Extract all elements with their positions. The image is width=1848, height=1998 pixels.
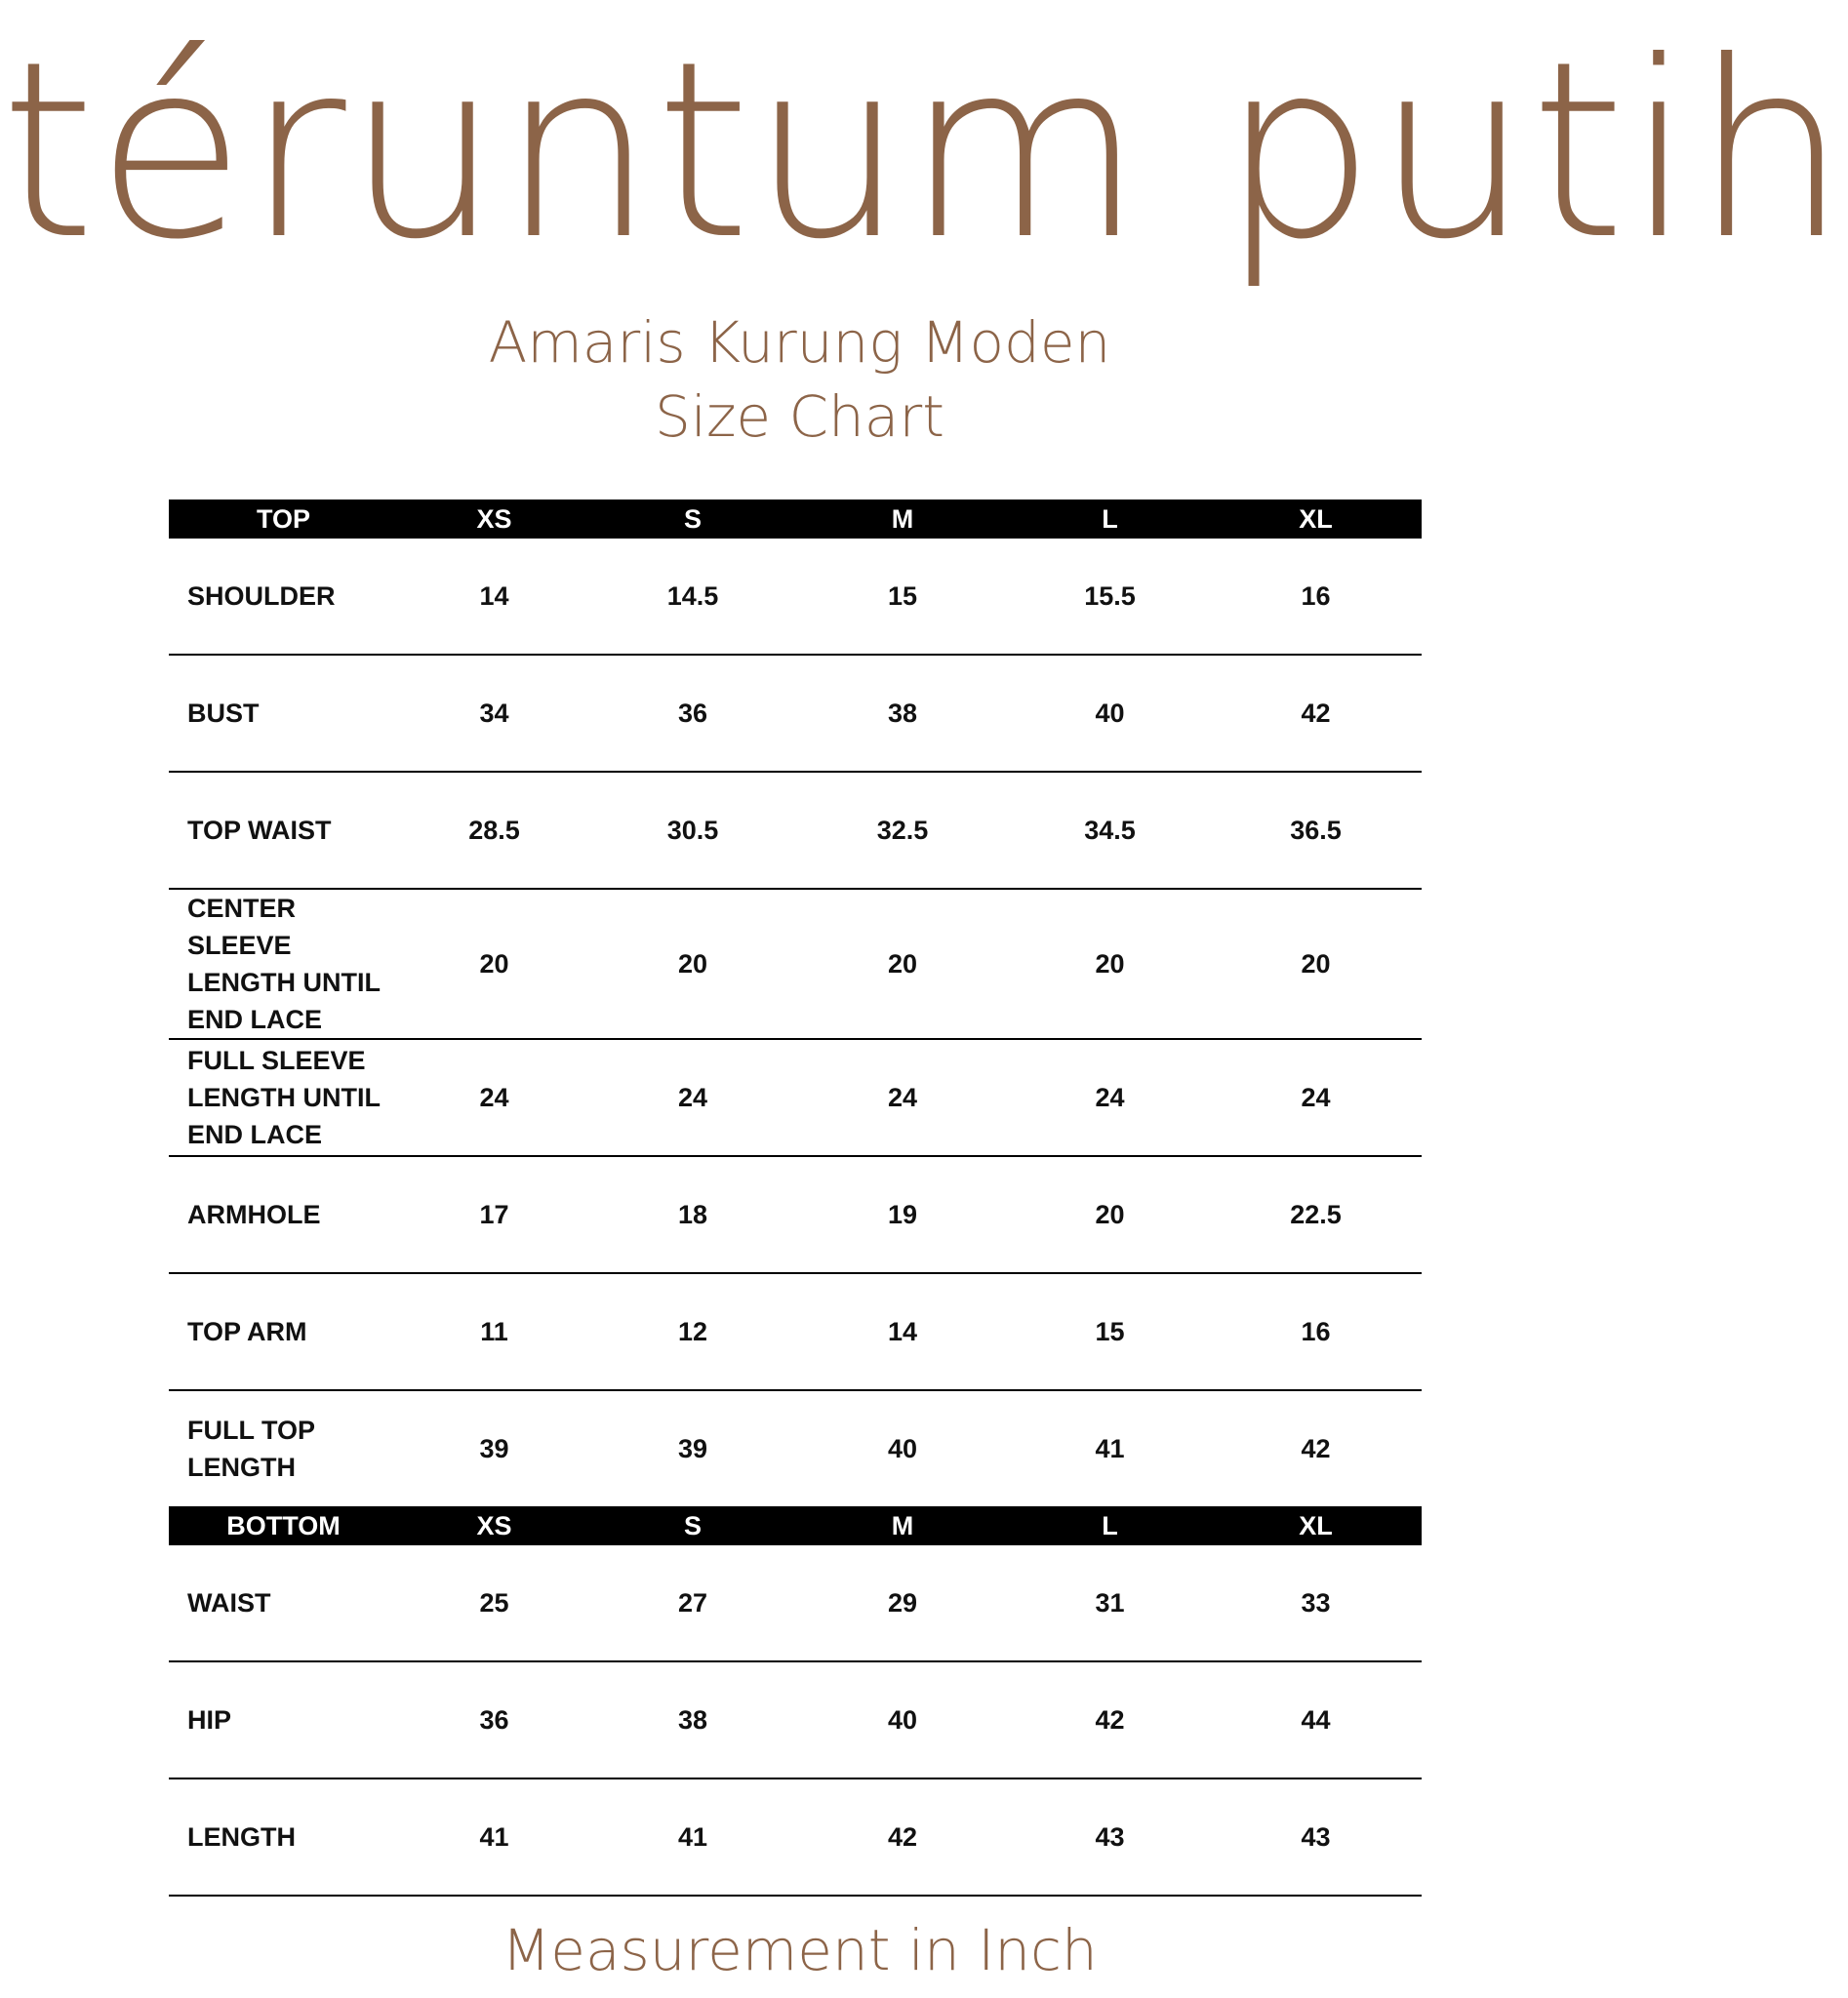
measurement-label: TOP ARM [169, 1273, 398, 1390]
bottom_table-section-label: BOTTOM [169, 1506, 398, 1545]
measurement-value: 43 [1010, 1778, 1210, 1896]
measurement-value: 16 [1210, 1273, 1422, 1390]
size-header-cell: XS [398, 500, 590, 539]
size-header-cell: M [795, 500, 1010, 539]
measurement-value: 22.5 [1210, 1156, 1422, 1273]
measurement-value: 24 [398, 1039, 590, 1156]
measurement-value: 40 [795, 1661, 1010, 1778]
measurement-value: 39 [677, 1433, 708, 1463]
table-row [169, 1661, 1422, 1778]
measurement-value: 41 [398, 1778, 590, 1896]
table-row [169, 1156, 1422, 1273]
table-row [169, 1390, 1422, 1506]
measurement-value: 42 [795, 1778, 1010, 1896]
table-row [169, 539, 1422, 655]
size-chart-table [169, 500, 1422, 1897]
measurement-value: 38 [795, 655, 1010, 772]
size-header-cell: XL [1210, 1506, 1422, 1545]
size-header-cell: S [590, 1506, 795, 1545]
measurement-label: SHOULDER [169, 539, 398, 655]
measurement-value: 15 [1010, 1273, 1210, 1390]
measurement-value: 15 [795, 539, 1010, 655]
measurement-value: 36 [398, 1661, 590, 1778]
measurement-value: 36.5 [1210, 772, 1422, 889]
measurement-value: 24 [1210, 1039, 1422, 1156]
top_table-section-label: TOP [169, 500, 398, 539]
measurement-label: LENGTH [169, 1778, 398, 1896]
table-row [169, 1545, 1422, 1661]
measurement-value: 14 [398, 539, 590, 655]
measurement-value: 15.5 [1010, 539, 1210, 655]
measurement-value: 42 [1301, 1433, 1331, 1463]
table-row [169, 772, 1422, 889]
measurement-label: WAIST [169, 1545, 398, 1661]
measurement-value: 39 [479, 1433, 509, 1463]
table-row [169, 1778, 1422, 1896]
measurement-label: CENTER SLEEVE LENGTH UNTIL END LACE [169, 889, 398, 1039]
measurement-value: 29 [795, 1545, 1010, 1661]
chart-title: Size Chart [655, 383, 944, 450]
measurement-note: Measurement in Inch [502, 1917, 1098, 1983]
measurement-value: 20 [1010, 1156, 1210, 1273]
measurement-value: 17 [398, 1156, 590, 1273]
measurement-value: 32.5 [795, 772, 1010, 889]
measurement-label: BUST [169, 655, 398, 772]
measurement-value: 31 [1010, 1545, 1210, 1661]
measurement-label: TOP WAIST [169, 772, 398, 889]
measurement-value: 41 [1095, 1433, 1125, 1463]
table-row [169, 1273, 1422, 1390]
measurement-value: 19 [795, 1156, 1010, 1273]
measurement-value: 18 [590, 1156, 795, 1273]
measurement-value: 24 [795, 1039, 1010, 1156]
measurement-value: 33 [1210, 1545, 1422, 1661]
measurement-value: 28.5 [398, 772, 590, 889]
size-header-cell: S [590, 500, 795, 539]
measurement-value: 14.5 [590, 539, 795, 655]
measurement-value: 24 [1010, 1039, 1210, 1156]
measurement-value: 20 [1010, 889, 1210, 1039]
product-title: Amaris Kurung Moden [488, 309, 1111, 376]
measurement-label: ARMHOLE [169, 1156, 398, 1273]
measurement-value: 42 [1210, 655, 1422, 772]
measurement-value: 34.5 [1010, 772, 1210, 889]
measurement-label: FULL SLEEVE LENGTH UNTIL END LACE [169, 1039, 398, 1156]
measurement-value: 16 [1210, 539, 1422, 655]
measurement-value: 40 [887, 1433, 918, 1463]
measurement-value: 14 [795, 1273, 1010, 1390]
measurement-value: 42 [1010, 1661, 1210, 1778]
measurement-value: 27 [590, 1545, 795, 1661]
measurement-value: 34 [398, 655, 590, 772]
size-header-cell: L [1010, 500, 1210, 539]
measurement-label: FULL TOP LENGTH [187, 1416, 315, 1482]
measurement-value: 20 [398, 889, 590, 1039]
measurement-value: 20 [1210, 889, 1422, 1039]
size-header-cell: XS [398, 1506, 590, 1545]
measurement-value: 24 [590, 1039, 795, 1156]
top_table-header-row [169, 500, 1422, 539]
measurement-value: 20 [795, 889, 1010, 1039]
measurement-value: 41 [590, 1778, 795, 1896]
table-row [169, 655, 1422, 772]
size-header-cell: XL [1210, 500, 1422, 539]
measurement-value: 11 [398, 1273, 590, 1390]
measurement-value: 25 [398, 1545, 590, 1661]
table-row [169, 889, 1422, 1039]
size-header-cell: L [1010, 1506, 1210, 1545]
brand-logo: téruntum putih [0, 9, 1848, 293]
measurement-value: 43 [1210, 1778, 1422, 1896]
size-header-cell: M [795, 1506, 1010, 1545]
measurement-value: 44 [1210, 1661, 1422, 1778]
measurement-label: HIP [169, 1661, 398, 1778]
measurement-value: 30.5 [590, 772, 795, 889]
bottom_table-header-row [169, 1506, 1422, 1545]
table-row [169, 1039, 1422, 1156]
measurement-value: 12 [590, 1273, 795, 1390]
measurement-value: 20 [590, 889, 795, 1039]
measurement-value: 36 [590, 655, 795, 772]
measurement-value: 38 [590, 1661, 795, 1778]
measurement-value: 40 [1010, 655, 1210, 772]
